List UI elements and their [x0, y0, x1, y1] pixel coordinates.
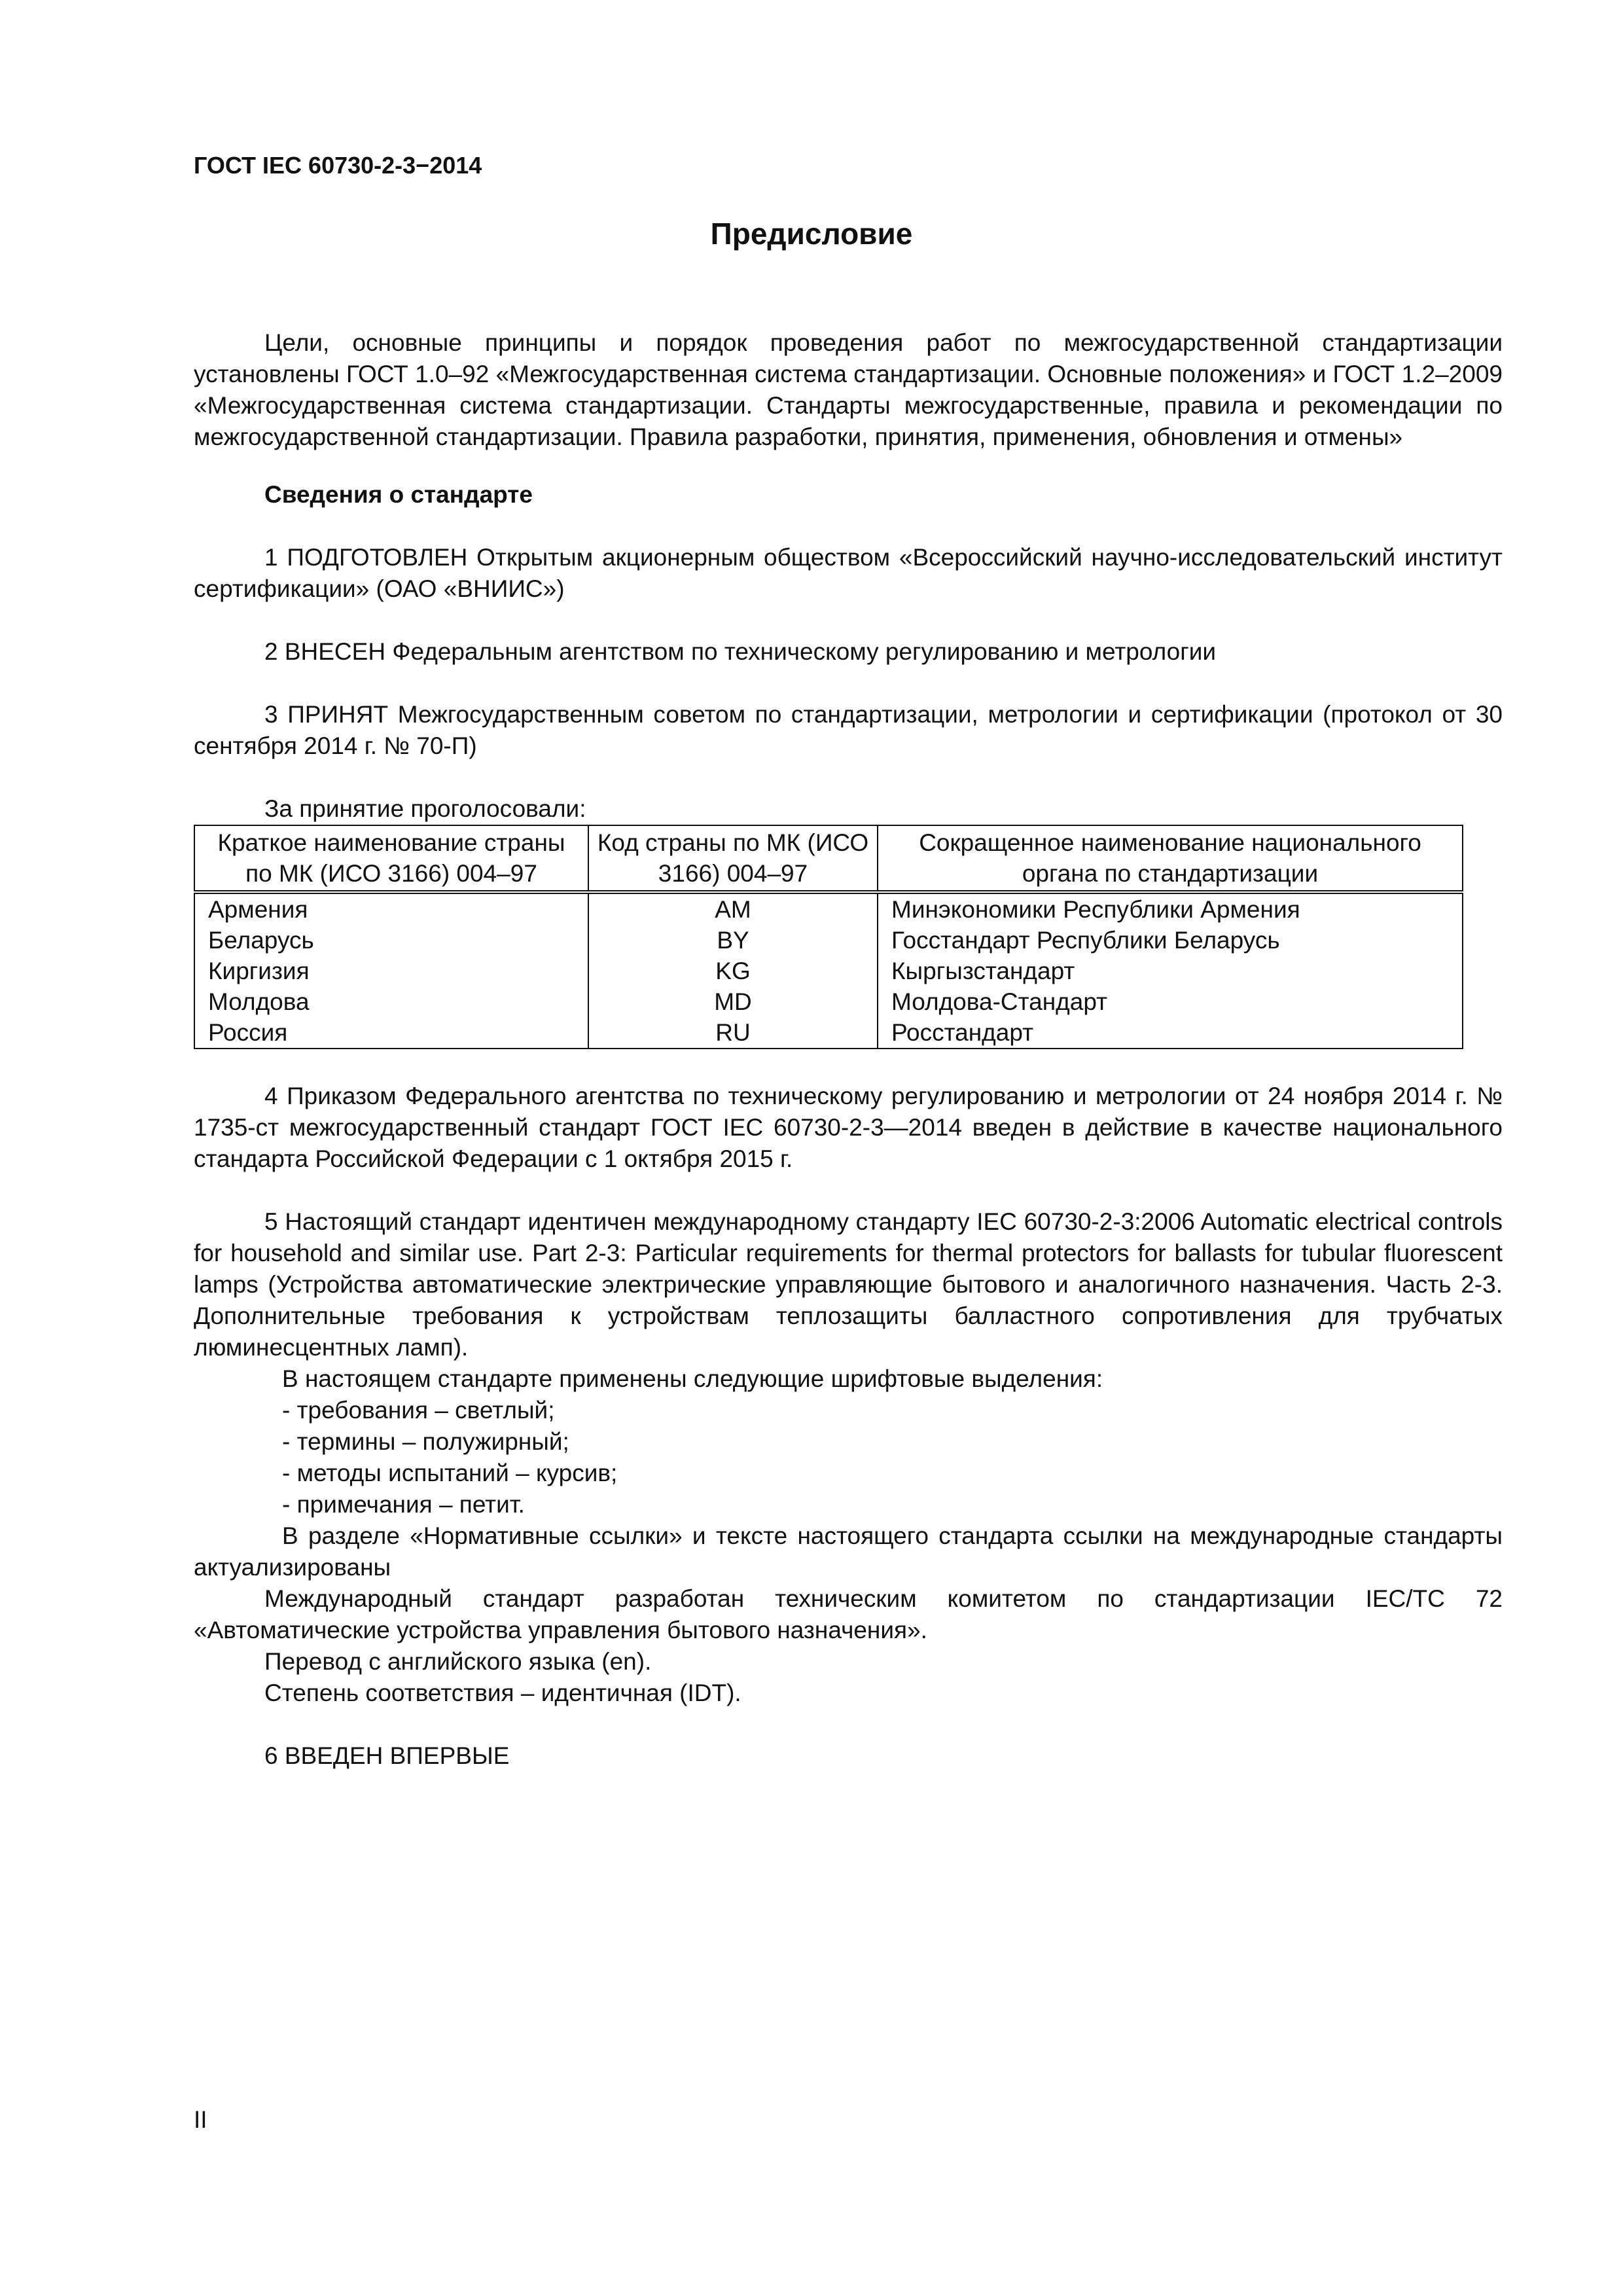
table-row	[194, 925, 1463, 956]
table-row	[194, 1017, 1463, 1049]
fonts-intro: В настоящем стандарте применены следующие шрифтовые выделения:	[282, 1365, 1103, 1392]
page-number: II	[194, 2106, 207, 2133]
vote-label: За принятие проголосовали:	[264, 795, 586, 822]
body-cell: Минэкономики Республики Армения	[878, 892, 1463, 925]
intro-paragraph: Цели, основные принципы и порядок проведения работ по межгосударственной стандартизации установлены ГОСТ 1.0–92 «Межгосударственная система стандартизации. Основные положения» и ГОСТ 1.2–2009 «Межгосударственная система стандартизации. Стандарты межгосударственные, правила и рекомендации по межгосударственной стандартизации. Правила разработки, принятия, применения, обновления и отмены»	[194, 329, 1503, 450]
country-cell: Молдова	[194, 986, 588, 1017]
country-cell: Армения	[194, 892, 588, 925]
country-cell: Беларусь	[194, 925, 588, 956]
list-item: - примечания – петит.	[282, 1491, 525, 1518]
country-cell: Россия	[194, 1017, 588, 1049]
item-6-paragraph: 6 ВВЕДЕН ВПЕРВЫЕ	[264, 1742, 510, 1769]
list-item: - термины – полужирный;	[282, 1428, 569, 1455]
refs-paragraph: В разделе «Нормативные ссылки» и тексте настоящего стандарта ссылки на международные стандарты актуализированы	[194, 1522, 1503, 1581]
body-cell: Кыргызстандарт	[878, 956, 1463, 986]
item-4-paragraph: 4 Приказом Федерального агентства по техническому регулированию и метрологии от 24 ноября 2014 г. № 1735-ст межгосударственный стандарт ГОСТ IEC 60730-2-3—2014 введен в действие в качестве национального стандарта Российской Федерации с 1 октября 2015 г.	[194, 1083, 1503, 1172]
code-cell: RU	[588, 1017, 878, 1049]
committee-paragraph: Международный стандарт разработан техническим комитетом по стандартизации IEC/TC 72 «Автоматические устройства управления бытового назначения».	[194, 1585, 1503, 1643]
item-3-paragraph: 3 ПРИНЯТ Межгосударственным советом по стандартизации, метрологии и сертификации (протокол от 30 сентября 2014 г. № 70-П)	[194, 701, 1503, 759]
table-row	[194, 986, 1463, 1017]
standard-info-heading: Сведения о стандарте	[264, 481, 533, 508]
document-header: ГОСТ IEC 60730-2-3−2014	[194, 152, 482, 179]
fonts-list	[194, 1395, 1503, 1520]
item-5-paragraph: 5 Настоящий стандарт идентичен международному стандарту IEC 60730-2-3:2006 Automatic electrical controls for household and similar use. Part 2-3: Particular requirements for thermal protectors for ballasts for tubular fluorescent lamps (Устройства автоматические электрические управляющие бытового и аналогичного назначения. Часть 2-3. Дополнительные требования к устройствам теплозащиты балластного сопротивления для трубчатых люминесцентных ламп).	[194, 1208, 1503, 1361]
code-cell: AM	[588, 892, 878, 925]
conformity-paragraph: Степень соответствия – идентичная (IDT).	[264, 1679, 741, 1706]
table-header-body: Сокращенное наименование национального органа по стандартизации	[878, 825, 1463, 892]
item-1-paragraph: 1 ПОДГОТОВЛЕН Открытым акционерным обществом «Всероссийский научно-исследовательский институт сертификации» (ОАО «ВНИИС»)	[194, 544, 1503, 602]
list-item: - требования – светлый;	[282, 1397, 555, 1424]
body-cell: Госстандарт Республики Беларусь	[878, 925, 1463, 956]
country-cell: Киргизия	[194, 956, 588, 986]
item-2-paragraph: 2 ВНЕСЕН Федеральным агентством по техническому регулированию и метрологии	[264, 638, 1217, 665]
page-title: Предисловие	[710, 217, 913, 251]
foreword-content	[194, 327, 1503, 1772]
body-cell: Росстандарт	[878, 1017, 1463, 1049]
table-header-country: Краткое наименование страны по МК (ИСО 3166) 004–97	[194, 825, 588, 892]
list-item: - методы испытаний – курсив;	[282, 1460, 618, 1486]
member-countries-table	[194, 825, 1463, 1049]
table-row	[194, 892, 1463, 925]
table-header-code: Код страны по МК (ИСО 3166) 004–97	[588, 825, 878, 892]
code-cell: KG	[588, 956, 878, 986]
table-header-row	[194, 825, 1463, 892]
translation-paragraph: Перевод с английского языка (en).	[264, 1648, 652, 1675]
code-cell: BY	[588, 925, 878, 956]
table-row	[194, 956, 1463, 986]
body-cell: Молдова-Стандарт	[878, 986, 1463, 1017]
code-cell: MD	[588, 986, 878, 1017]
